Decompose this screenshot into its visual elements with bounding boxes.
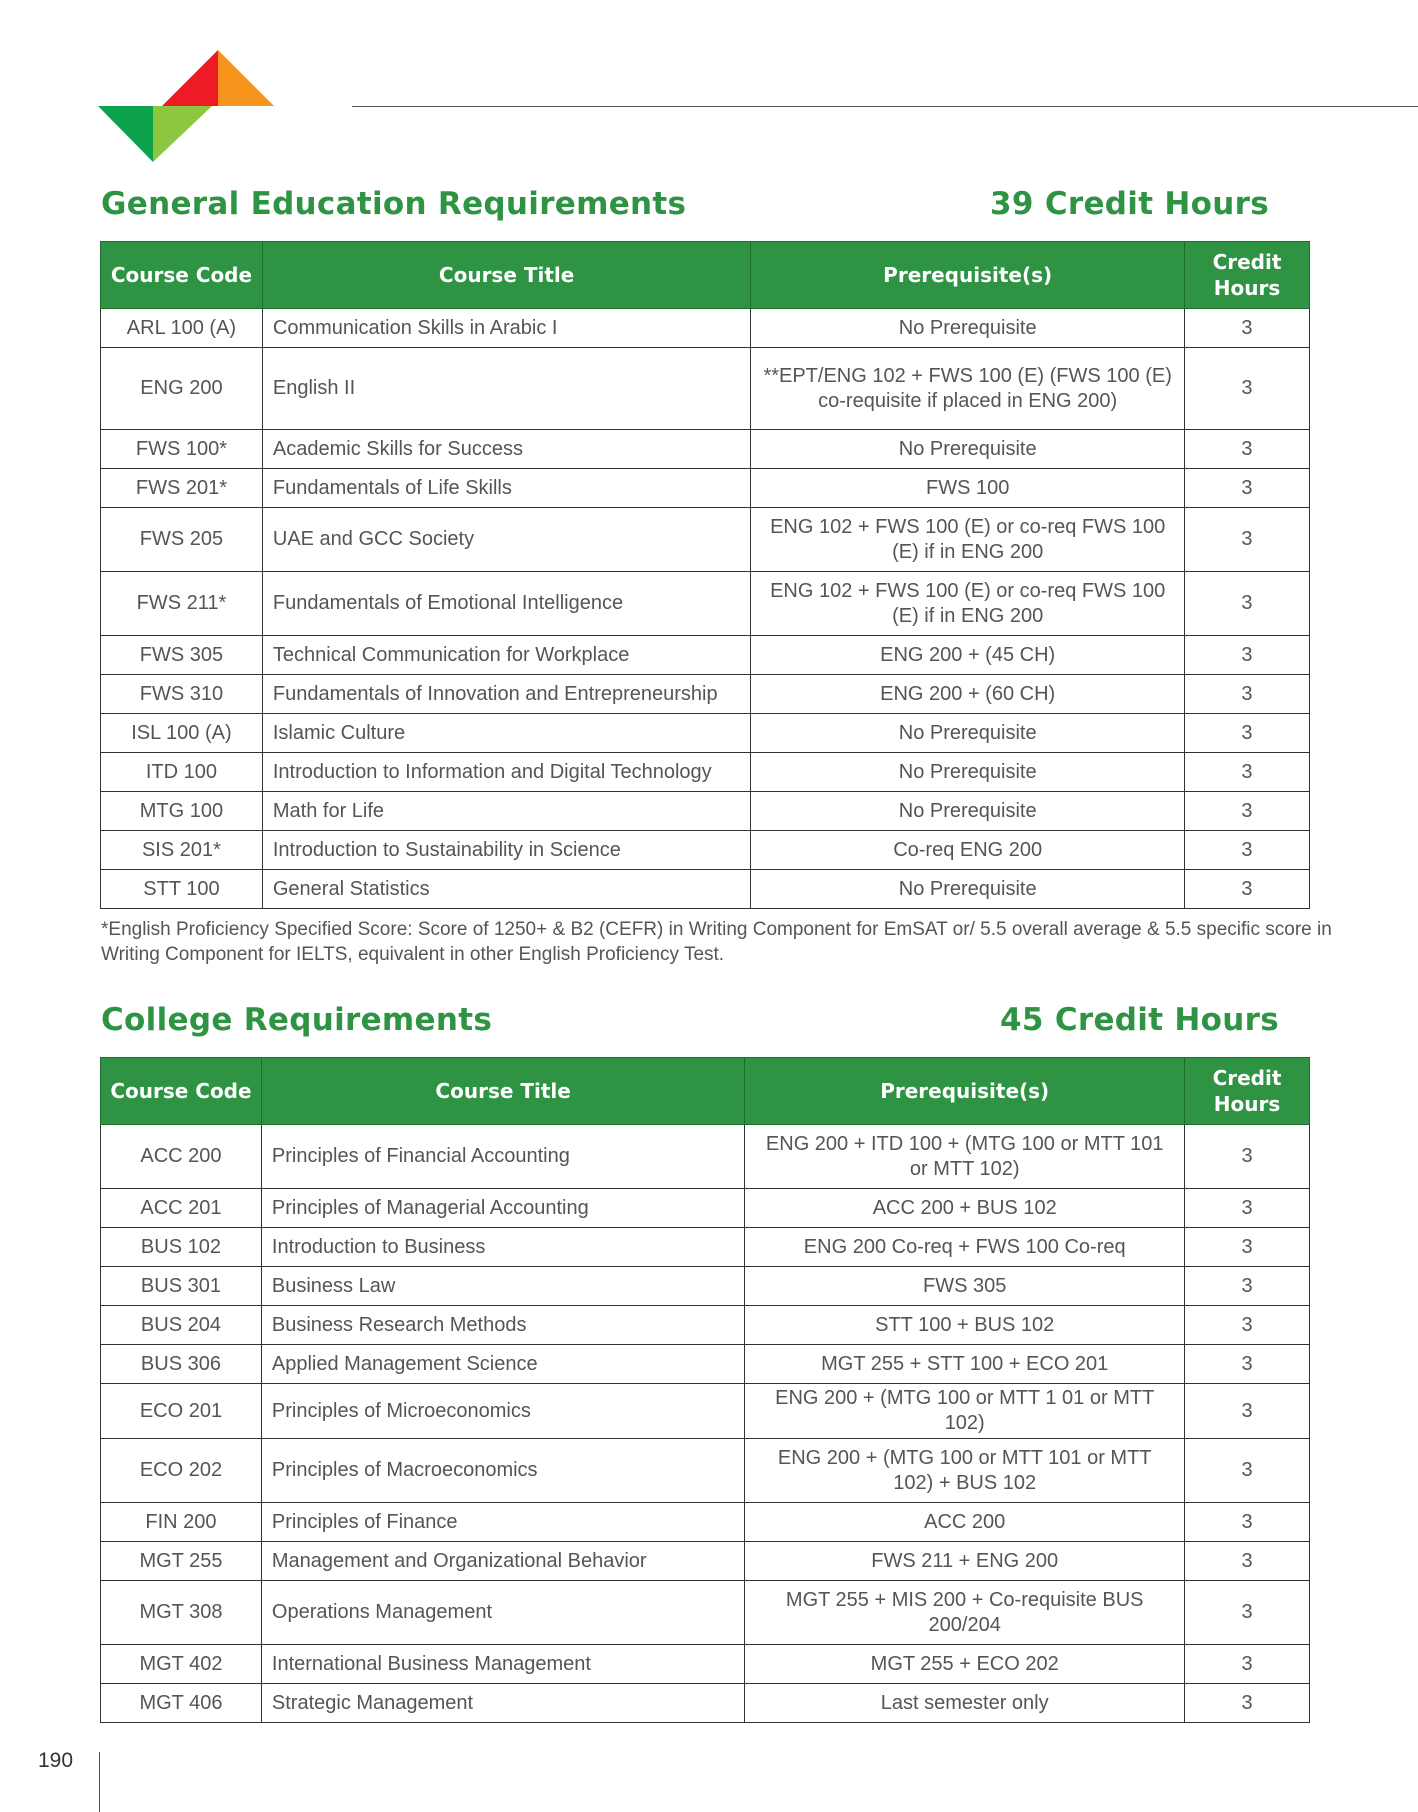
prerequisite-cell: Co-req ENG 200 (751, 831, 1185, 870)
course-title-cell: UAE and GCC Society (262, 508, 751, 572)
course-code-cell: ISL 100 (A) (101, 714, 263, 753)
credit-hours-cell: 3 (1185, 1384, 1310, 1439)
course-title-cell: Strategic Management (261, 1684, 745, 1723)
prerequisite-cell: No Prerequisite (751, 714, 1185, 753)
credit-hours-cell: 3 (1184, 572, 1309, 636)
table-header-row (101, 242, 1310, 309)
table-row (101, 1439, 1310, 1503)
credit-hours-cell: 3 (1185, 1125, 1310, 1189)
course-title-cell: Islamic Culture (262, 714, 751, 753)
course-title-cell: Fundamentals of Innovation and Entrepreneurship (262, 675, 751, 714)
course-title-cell: Operations Management (261, 1581, 745, 1645)
table-row (101, 675, 1310, 714)
logo-orange-triangle (218, 50, 274, 106)
credit-hours-cell: 3 (1184, 831, 1309, 870)
college-requirements-rows (101, 1125, 1310, 1723)
course-code-cell: BUS 306 (101, 1345, 262, 1384)
course-code-cell: ACC 200 (101, 1125, 262, 1189)
course-code-cell: ITD 100 (101, 753, 263, 792)
table-header-row (101, 1058, 1310, 1125)
credit-hours-cell: 3 (1185, 1503, 1310, 1542)
table-row (101, 1542, 1310, 1581)
prerequisite-cell: ENG 102 + FWS 100 (E) or co-req FWS 100 (E) if in ENG 200 (751, 508, 1185, 572)
prerequisite-cell: No Prerequisite (751, 792, 1185, 831)
course-code-cell: BUS 204 (101, 1306, 262, 1345)
course-title-cell: Academic Skills for Success (262, 430, 751, 469)
course-code-cell: FWS 100* (101, 430, 263, 469)
course-code-cell: MGT 308 (101, 1581, 262, 1645)
college-requirements-table (100, 1057, 1310, 1723)
college-requirements-title: College Requirements (101, 1002, 493, 1038)
general-education-credit-hours: 39 Credit Hours (990, 186, 1269, 222)
course-title-cell: English II (262, 348, 751, 430)
course-code-cell: ECO 201 (101, 1384, 262, 1439)
prerequisite-cell: No Prerequisite (751, 309, 1185, 348)
column-header-course-code: Course Code (101, 242, 263, 309)
course-title-cell: Principles of Macroeconomics (261, 1439, 745, 1503)
credit-hours-cell: 3 (1184, 675, 1309, 714)
prerequisite-cell: Last semester only (745, 1684, 1185, 1723)
column-header-course-code: Course Code (101, 1058, 262, 1125)
credit-hours-cell: 3 (1184, 714, 1309, 753)
credit-hours-cell: 3 (1185, 1439, 1310, 1503)
table-row (101, 870, 1310, 909)
course-code-cell: FIN 200 (101, 1503, 262, 1542)
credit-hours-cell: 3 (1184, 309, 1309, 348)
column-header-credit-hours: Credit Hours (1184, 242, 1309, 309)
course-title-cell: Communication Skills in Arabic I (262, 309, 751, 348)
course-code-cell: FWS 205 (101, 508, 263, 572)
course-code-cell: STT 100 (101, 870, 263, 909)
prerequisite-cell: ACC 200 + BUS 102 (745, 1189, 1185, 1228)
course-title-cell: Math for Life (262, 792, 751, 831)
course-code-cell: FWS 201* (101, 469, 263, 508)
credit-hours-cell: 3 (1184, 469, 1309, 508)
course-title-cell: Applied Management Science (261, 1345, 745, 1384)
course-title-cell: International Business Management (261, 1645, 745, 1684)
course-code-cell: MGT 406 (101, 1684, 262, 1723)
credit-hours-cell: 3 (1185, 1581, 1310, 1645)
credit-hours-cell: 3 (1184, 753, 1309, 792)
prerequisite-cell: MGT 255 + STT 100 + ECO 201 (745, 1345, 1185, 1384)
column-header-course-title: Course Title (261, 1058, 745, 1125)
table-row (101, 636, 1310, 675)
credit-hours-cell: 3 (1184, 792, 1309, 831)
table-row (101, 309, 1310, 348)
prerequisite-cell: ENG 200 Co-req + FWS 100 Co-req (745, 1228, 1185, 1267)
course-title-cell: Technical Communication for Workplace (262, 636, 751, 675)
course-title-cell: Principles of Finance (261, 1503, 745, 1542)
credit-hours-cell: 3 (1185, 1684, 1310, 1723)
course-title-cell: Introduction to Information and Digital Technology (262, 753, 751, 792)
general-education-table (100, 241, 1310, 909)
table-row (101, 792, 1310, 831)
prerequisite-cell: No Prerequisite (751, 430, 1185, 469)
course-code-cell: ARL 100 (A) (101, 309, 263, 348)
prerequisite-cell: FWS 100 (751, 469, 1185, 508)
credit-hours-cell: 3 (1185, 1306, 1310, 1345)
credit-hours-cell: 3 (1185, 1345, 1310, 1384)
footer-rule (99, 1752, 100, 1812)
course-code-cell: ECO 202 (101, 1439, 262, 1503)
course-code-cell: MGT 255 (101, 1542, 262, 1581)
prerequisite-cell: ENG 200 + (60 CH) (751, 675, 1185, 714)
logo-red-triangle (162, 50, 218, 106)
course-title-cell: Business Research Methods (261, 1306, 745, 1345)
header-rule (352, 106, 1418, 107)
prerequisite-cell: FWS 305 (745, 1267, 1185, 1306)
table-row (101, 430, 1310, 469)
prerequisite-cell: ENG 200 + ITD 100 + (MTG 100 or MTT 101 or MTT 102) (745, 1125, 1185, 1189)
credit-hours-cell: 3 (1185, 1228, 1310, 1267)
table-row (101, 1581, 1310, 1645)
prerequisite-cell: No Prerequisite (751, 753, 1185, 792)
course-code-cell: ACC 201 (101, 1189, 262, 1228)
prerequisite-cell: STT 100 + BUS 102 (745, 1306, 1185, 1345)
college-logo (98, 50, 338, 162)
column-header-prerequisites: Prerequisite(s) (751, 242, 1185, 309)
course-code-cell: FWS 211* (101, 572, 263, 636)
column-header-credit-hours: Credit Hours (1185, 1058, 1310, 1125)
table-row (101, 469, 1310, 508)
table-row (101, 1645, 1310, 1684)
general-education-rows (101, 309, 1310, 909)
college-requirements-credit-hours: 45 Credit Hours (1000, 1002, 1279, 1038)
course-title-cell: General Statistics (262, 870, 751, 909)
logo-light-green-triangle (153, 106, 212, 162)
prerequisite-cell: No Prerequisite (751, 870, 1185, 909)
credit-hours-cell: 3 (1185, 1542, 1310, 1581)
table-row (101, 1503, 1310, 1542)
course-title-cell: Principles of Financial Accounting (261, 1125, 745, 1189)
credit-hours-cell: 3 (1185, 1189, 1310, 1228)
english-proficiency-footnote: *English Proficiency Specified Score: Score of 1250+ & B2 (CEFR) in Writing Component for EmSAT or/ 5.5 overall average & 5.5 specific score in Writing Component for IELTS, equivalent in other English Proficiency Test. (101, 919, 1332, 965)
credit-hours-cell: 3 (1184, 430, 1309, 469)
prerequisite-cell: ENG 102 + FWS 100 (E) or co-req FWS 100 (E) if in ENG 200 (751, 572, 1185, 636)
course-title-cell: Fundamentals of Emotional Intelligence (262, 572, 751, 636)
credit-hours-cell: 3 (1184, 348, 1309, 430)
prerequisite-cell: ENG 200 + (45 CH) (751, 636, 1185, 675)
credit-hours-cell: 3 (1185, 1645, 1310, 1684)
column-header-prerequisites: Prerequisite(s) (745, 1058, 1185, 1125)
table-row (101, 1125, 1310, 1189)
credit-hours-cell: 3 (1184, 508, 1309, 572)
credit-hours-cell: 3 (1184, 870, 1309, 909)
table-row (101, 572, 1310, 636)
table-row (101, 508, 1310, 572)
course-code-cell: MGT 402 (101, 1645, 262, 1684)
prerequisite-cell: **EPT/ENG 102 + FWS 100 (E) (FWS 100 (E) co-requisite if placed in ENG 200) (751, 348, 1185, 430)
table-row (101, 1189, 1310, 1228)
course-code-cell: ENG 200 (101, 348, 263, 430)
table-row (101, 348, 1310, 430)
course-title-cell: Business Law (261, 1267, 745, 1306)
course-code-cell: BUS 301 (101, 1267, 262, 1306)
credit-hours-cell: 3 (1185, 1267, 1310, 1306)
course-code-cell: FWS 310 (101, 675, 263, 714)
page-number: 190 (38, 1749, 74, 1772)
table-row (101, 714, 1310, 753)
table-row (101, 1306, 1310, 1345)
prerequisite-cell: ENG 200 + (MTG 100 or MTT 101 or MTT 102) + BUS 102 (745, 1439, 1185, 1503)
table-row (101, 831, 1310, 870)
column-header-course-title: Course Title (262, 242, 751, 309)
table-row (101, 1384, 1310, 1439)
table-row (101, 1228, 1310, 1267)
prerequisite-cell: ENG 200 + (MTG 100 or MTT 1 01 or MTT 102) (745, 1384, 1185, 1439)
prerequisite-cell: FWS 211 + ENG 200 (745, 1542, 1185, 1581)
course-code-cell: MTG 100 (101, 792, 263, 831)
prerequisite-cell: MGT 255 + MIS 200 + Co-requisite BUS 200/204 (745, 1581, 1185, 1645)
course-code-cell: SIS 201* (101, 831, 263, 870)
course-code-cell: FWS 305 (101, 636, 263, 675)
table-row (101, 1345, 1310, 1384)
course-title-cell: Introduction to Sustainability in Science (262, 831, 751, 870)
course-title-cell: Introduction to Business (261, 1228, 745, 1267)
prerequisite-cell: ACC 200 (745, 1503, 1185, 1542)
table-row (101, 1267, 1310, 1306)
logo-dark-green-triangle (98, 106, 153, 162)
course-title-cell: Management and Organizational Behavior (261, 1542, 745, 1581)
table-row (101, 1684, 1310, 1723)
table-row (101, 753, 1310, 792)
course-code-cell: BUS 102 (101, 1228, 262, 1267)
course-title-cell: Fundamentals of Life Skills (262, 469, 751, 508)
credit-hours-cell: 3 (1184, 636, 1309, 675)
prerequisite-cell: MGT 255 + ECO 202 (745, 1645, 1185, 1684)
general-education-title: General Education Requirements (101, 186, 687, 222)
course-title-cell: Principles of Microeconomics (261, 1384, 745, 1439)
course-title-cell: Principles of Managerial Accounting (261, 1189, 745, 1228)
